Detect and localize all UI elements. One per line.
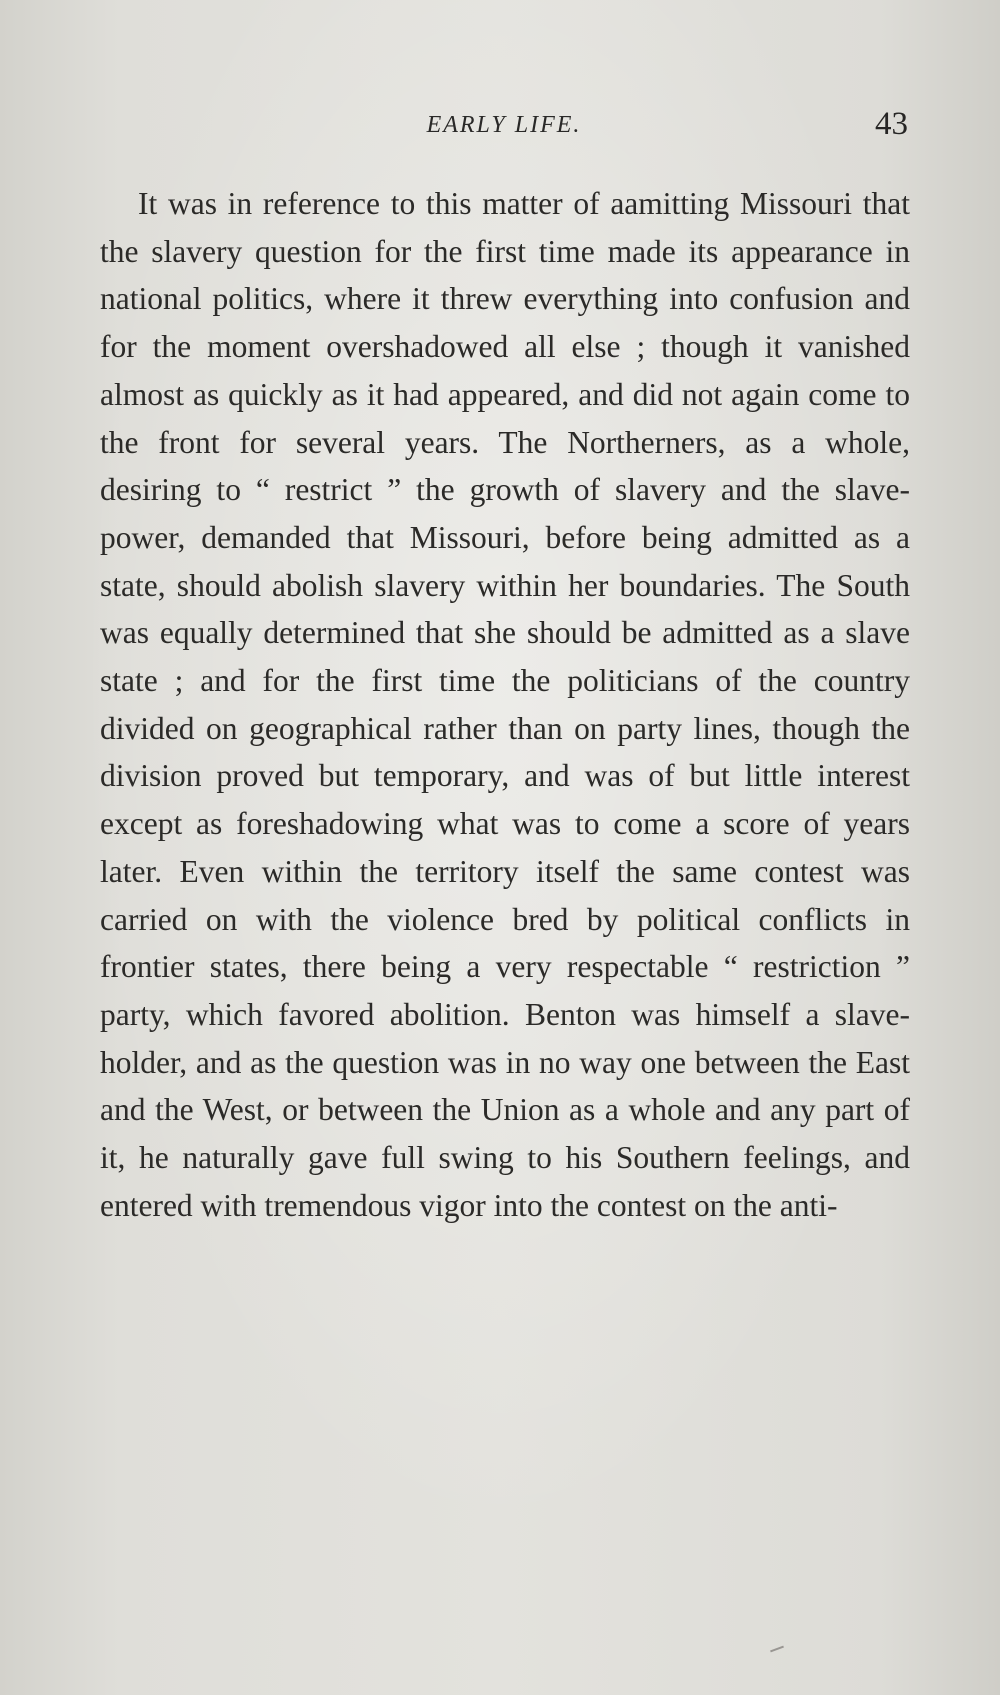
stray-pen-mark [770, 1646, 784, 1653]
page-number: 43 [875, 106, 908, 142]
running-head [100, 106, 908, 152]
body-paragraph: It was in reference to this matter of aamitting Missouri that the slavery question for the first time made its appearance in national politics, where it threw everything into confusion and for the moment overshadowed all else ; though it vanished almost as quickly as it had appeared, and did not again come to the front for several years. The Northerners, as a whole, desiring to “ restrict ” the growth of slavery and the slave-power, demanded that Missouri, before being admitted as a state, should abolish slavery within her boundaries. The South was equally determined that she should be admitted as a slave state ; and for the first time the politicians of the country divided on geographical rather than on party lines, though the division proved but temporary, and was of but little interest except as foreshadowing what was to come a score of years later. Even within the territory itself the same contest was carried on with the violence bred by political conflicts in frontier states, there being a very respectable “ restriction ” party, which favored abolition. Benton was himself a slave-holder, and as the question was in no way one between the East and the West, or between the Union as a whole and any part of it, he naturally gave full swing to his Southern feelings, and entered with tremendous vigor into the contest on the anti- [100, 186, 910, 1223]
running-head-title: EARLY LIFE. [426, 112, 582, 138]
